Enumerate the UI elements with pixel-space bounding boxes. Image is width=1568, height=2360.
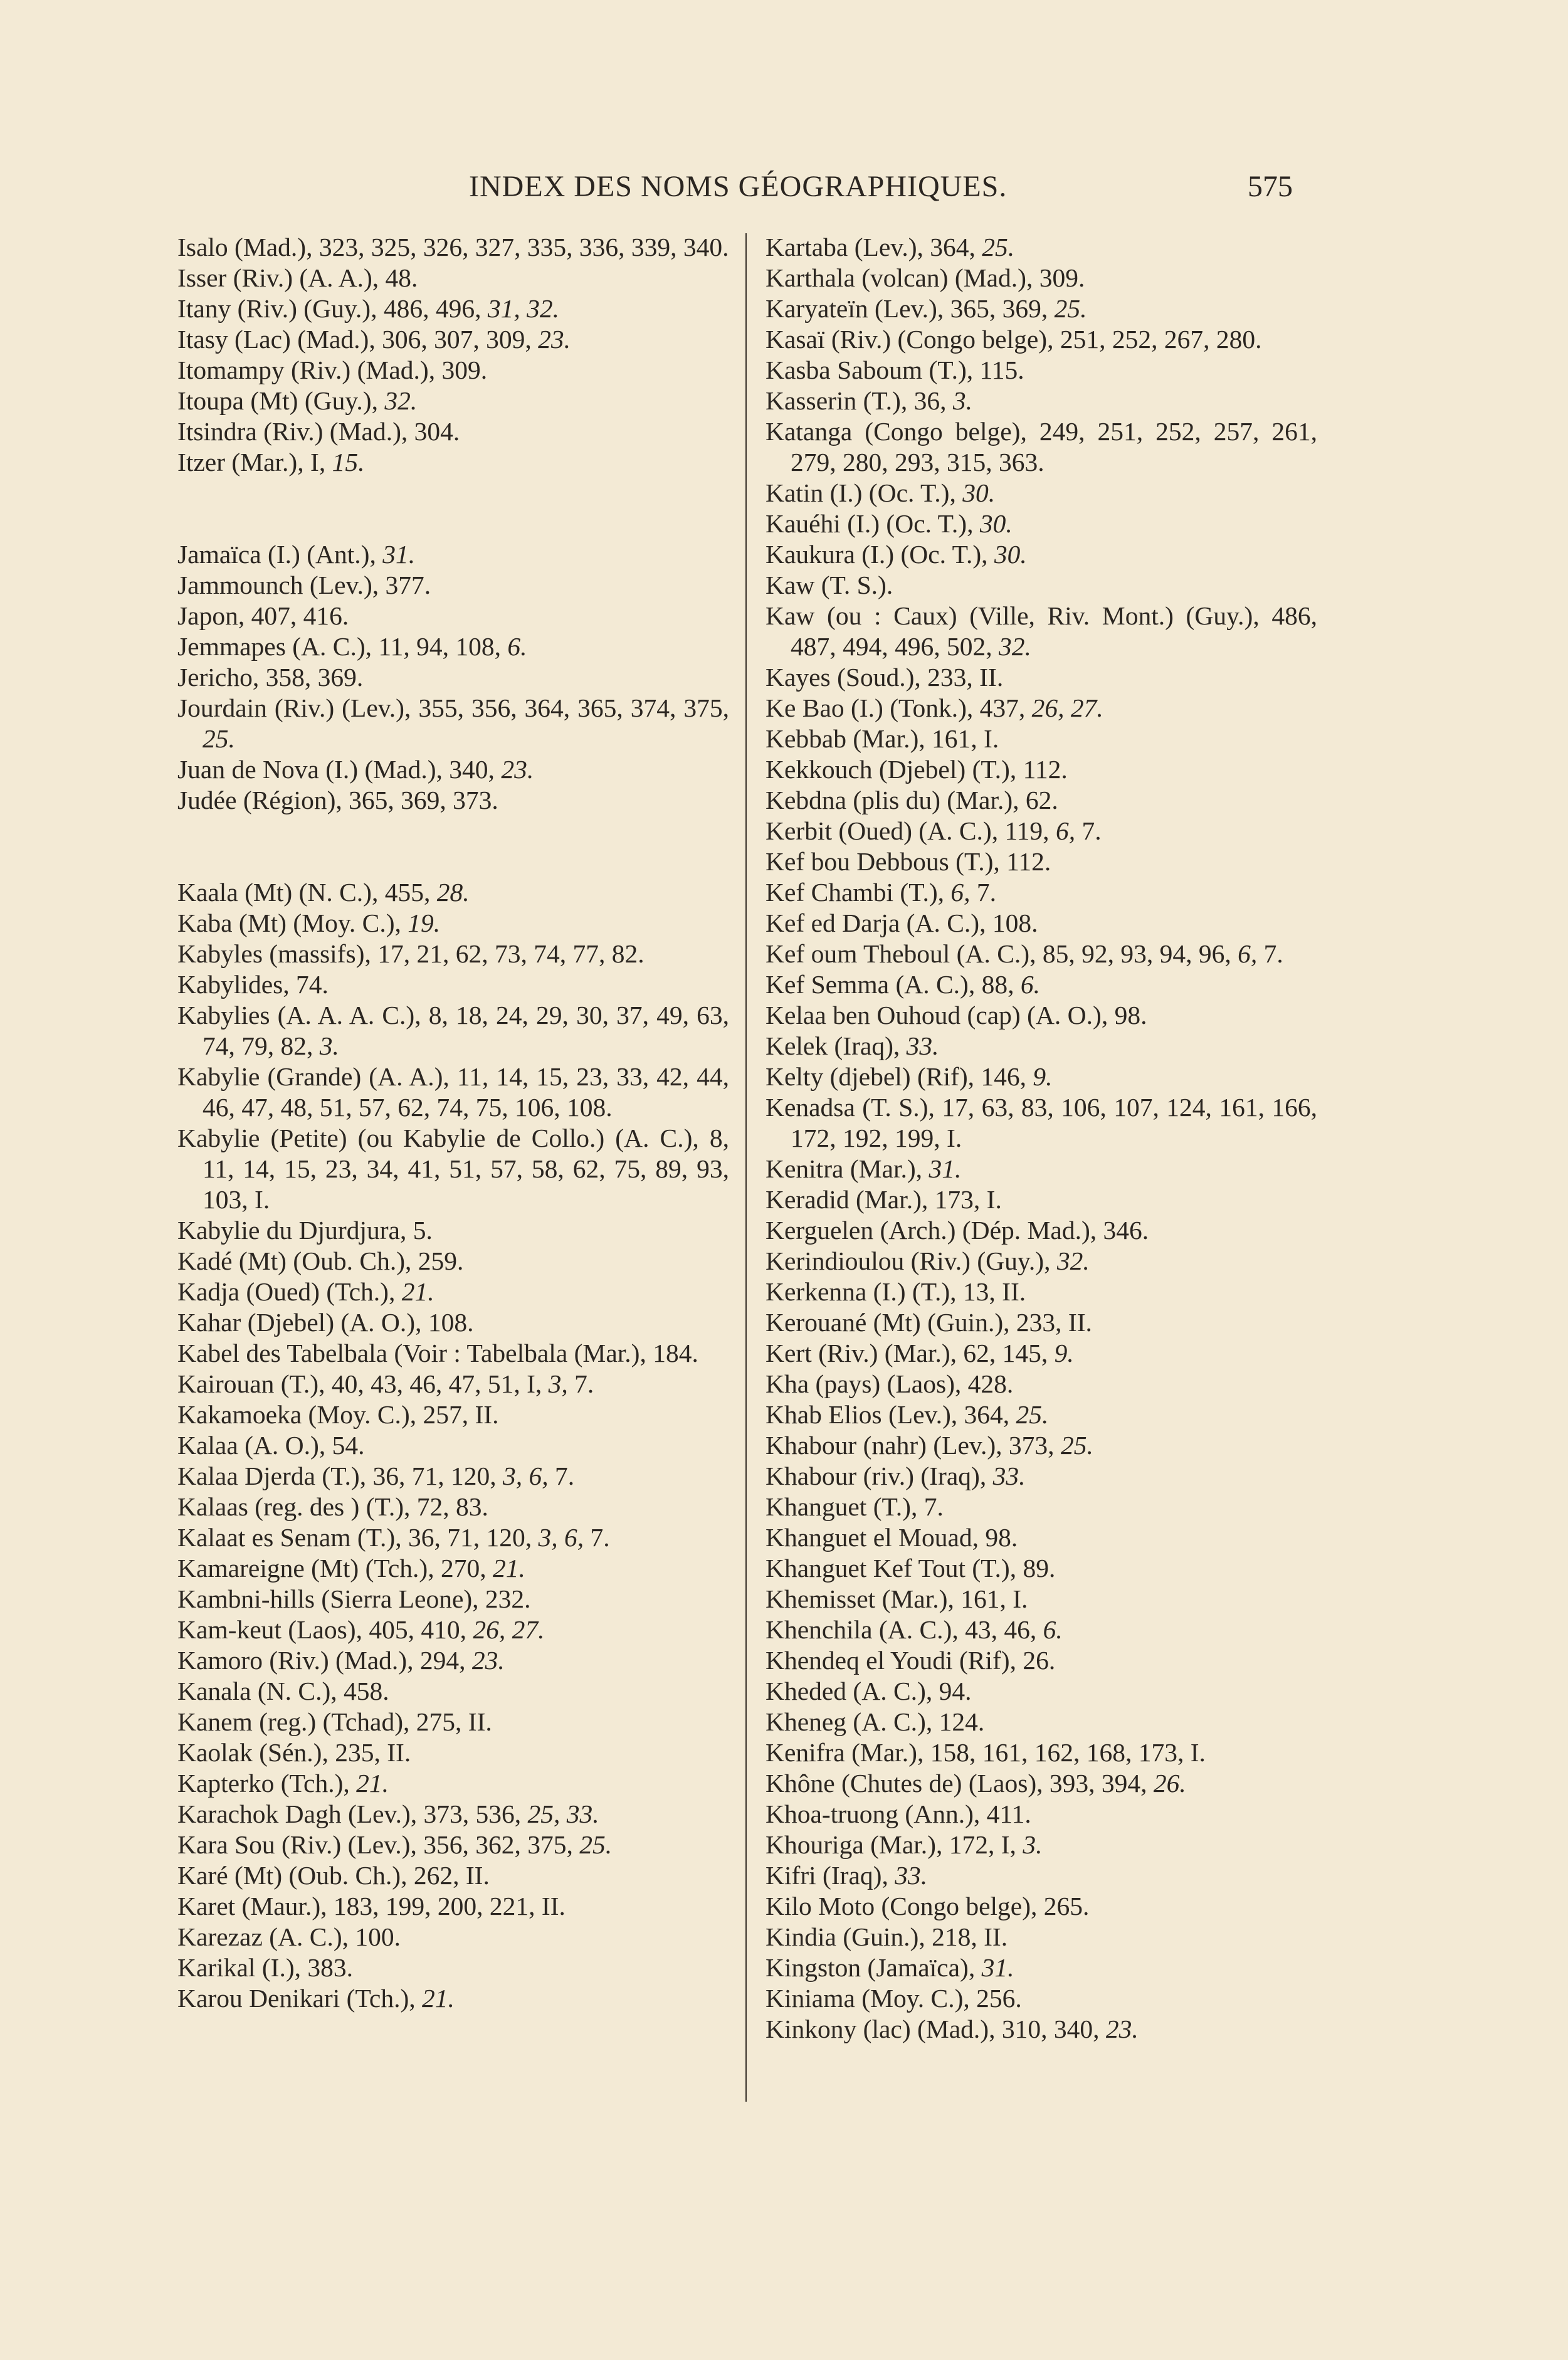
index-entry [766, 1799, 1317, 1830]
index-entry [766, 1983, 1317, 2014]
entry-text: Jourdain (Riv.) (Lev.), 355, 356, 364, 365, 374, 375, [177, 693, 736, 722]
entry-text: Karikal (I.), 383. [177, 1953, 354, 1982]
entry-plate-refs: 33. [906, 1031, 939, 1060]
running-title: INDEX DES NOMS GÉOGRAPHIQUES. [469, 170, 1008, 203]
index-entry [177, 631, 729, 662]
entry-text-tail: 7. [1257, 939, 1283, 968]
entry-plate-refs: 9. [1033, 1062, 1053, 1091]
entry-text: Kara Sou (Riv.) (Lev.), 356, 362, 375, [177, 1830, 580, 1859]
entry-text: Kef Chambi (T.), [766, 878, 951, 907]
entry-text: Kha (pays) (Laos), 428. [766, 1369, 1014, 1398]
entry-text: Kamoro (Riv.) (Mad.), 294, [177, 1646, 472, 1675]
entry-text: Kanem (reg.) (Tchad), 275, II. [177, 1707, 492, 1736]
entry-plate-refs: 6. [1043, 1615, 1063, 1644]
entry-text: Karachok Dagh (Lev.), 373, 536, [177, 1799, 528, 1828]
index-entry [177, 1922, 729, 1952]
entry-text: Kalaat es Senam (T.), 36, 71, 120, [177, 1523, 539, 1552]
entry-text: Kabel des Tabelbala (Voir : Tabelbala (Mar.), 184. [177, 1339, 698, 1367]
page-header [0, 169, 1568, 213]
index-entry [766, 1307, 1317, 1338]
entry-text: Kebbab (Mar.), 161, I. [766, 724, 999, 753]
index-entry [766, 478, 1317, 508]
index-entry [177, 1338, 729, 1369]
entry-plate-refs: 21. [422, 1984, 455, 2013]
entry-text: Karou Denikari (Tch.), [177, 1984, 423, 2013]
index-entry [177, 1123, 736, 1215]
index-entry [766, 1615, 1317, 1645]
entry-text: Khoa-truong (Ann.), 411. [766, 1799, 1031, 1828]
entry-plate-refs: 3, 6, [538, 1523, 584, 1552]
index-entry [177, 601, 729, 631]
index-entry [766, 386, 1317, 416]
index-entry [766, 1061, 1317, 1092]
entry-text: Isser (Riv.) (A. A.), 48. [177, 263, 418, 292]
entry-plate-refs: 6, [1238, 939, 1258, 968]
entry-text: Kabylie (Petite) (ou Kabylie de Collo.) (A. C.), 8, 11, 14, 15, 23, 34, 41, 51, 57, 58, 62, 75, 89, 93, 103, I. [177, 1124, 736, 1214]
index-entry [177, 355, 729, 386]
index-entry [766, 724, 1317, 754]
entry-text-tail: 7. [548, 1462, 575, 1490]
entry-text: Kilo Moto (Congo belge), 265. [766, 1892, 1090, 1920]
entry-text: Khab Elios (Lev.), 364, [766, 1400, 1016, 1429]
entry-text: Kenadsa (T. S.), 17, 63, 83, 106, 107, 124, 161, 166, 172, 192, 199, I. [766, 1093, 1324, 1152]
entry-text: Kabylides, 74. [177, 970, 329, 999]
column-divider [745, 233, 747, 2102]
entry-plate-refs: 31. [929, 1154, 962, 1183]
entry-plate-refs: 26. [1153, 1769, 1186, 1798]
entry-plate-refs: 26, 27. [1031, 693, 1103, 722]
entry-text: Juan de Nova (I.) (Mad.), 340, [177, 755, 502, 784]
index-entry [766, 662, 1317, 693]
entry-text: Kerbit (Oued) (A. C.), 119, [766, 816, 1056, 845]
entry-plate-refs: 21. [401, 1277, 434, 1306]
entry-plate-refs: 25. [579, 1830, 613, 1859]
entry-plate-refs: 28. [436, 878, 470, 907]
index-entry [177, 1830, 729, 1860]
index-entry [766, 1184, 1317, 1215]
entry-plate-refs: 25, 33. [527, 1799, 599, 1828]
entry-text: Khouriga (Mar.), 172, I, [766, 1830, 1023, 1859]
index-entry [766, 1000, 1317, 1031]
entry-text: Kerguelen (Arch.) (Dép. Mad.), 346. [766, 1216, 1149, 1245]
entry-text: Kakamoeka (Moy. C.), 257, II. [177, 1400, 499, 1429]
index-entry [766, 1461, 1317, 1492]
letter-group-gap [177, 478, 729, 539]
entry-text: Khendeq el Youdi (Rif), 26. [766, 1646, 1056, 1675]
entry-text: Kambni-hills (Sierra Leone), 232. [177, 1584, 531, 1613]
entry-text: Kabyles (massifs), 17, 21, 62, 73, 74, 77, 82. [177, 939, 645, 968]
entry-text: Khabour (nahr) (Lev.), 373, [766, 1431, 1061, 1460]
index-entry [766, 1645, 1317, 1676]
entry-text: Kenitra (Mar.), [766, 1154, 929, 1183]
index-entry [766, 785, 1317, 816]
entry-text: Karthala (volcan) (Mad.), 309. [766, 263, 1085, 292]
entry-text: Kef ed Darja (A. C.), 108. [766, 909, 1038, 937]
entry-text: Karyateïn (Lev.), 365, 369, [766, 294, 1055, 323]
entry-text: Itzer (Mar.), I, [177, 448, 332, 477]
index-entry [177, 1799, 729, 1830]
index-entry [766, 570, 1317, 601]
entry-plate-refs: 6. [1020, 970, 1040, 999]
index-entry [177, 1399, 729, 1430]
index-entry [177, 1215, 729, 1246]
entry-text: Jamaïca (I.) (Ant.), [177, 540, 383, 569]
entry-text: Kayes (Soud.), 233, II. [766, 663, 1004, 692]
entry-plate-refs: 19. [408, 909, 441, 937]
index-entry [766, 1338, 1317, 1369]
entry-text: Itsindra (Riv.) (Mad.), 304. [177, 417, 460, 446]
entry-plate-refs: 3. [952, 386, 972, 415]
entry-text: Kaba (Mt) (Moy. C.), [177, 909, 408, 937]
entry-text: Khemisset (Mar.), 161, I. [766, 1584, 1028, 1613]
entry-text: Kadé (Mt) (Oub. Ch.), 259. [177, 1246, 464, 1275]
index-entry [177, 969, 729, 1000]
entry-plate-refs: 3. [319, 1031, 339, 1060]
left-index-column [177, 232, 736, 2113]
index-entry [177, 263, 729, 293]
index-entry [766, 939, 1317, 969]
index-entry [766, 1154, 1317, 1184]
index-entry [177, 1307, 729, 1338]
index-entry [766, 908, 1317, 939]
entry-text: Kinkony (lac) (Mad.), 310, 340, [766, 2015, 1106, 2043]
entry-plate-refs: 9. [1054, 1339, 1074, 1367]
entry-text: Karé (Mt) (Oub. Ch.), 262, II. [177, 1861, 490, 1890]
index-entry [766, 816, 1317, 846]
page-number: 575 [1248, 170, 1293, 203]
entry-text: Khanguet el Mouad, 98. [766, 1523, 1018, 1552]
entry-text: Jericho, 358, 369. [177, 663, 364, 692]
entry-text: Kahar (Djebel) (A. O.), 108. [177, 1308, 474, 1337]
index-entry [177, 1369, 729, 1399]
index-entry [766, 1952, 1317, 1983]
entry-text: Kaukura (I.) (Oc. T.), [766, 540, 994, 569]
entry-text: Kabylie du Djurdjura, 5. [177, 1216, 433, 1245]
index-entry [766, 1369, 1317, 1399]
index-entry [766, 1215, 1317, 1246]
entry-text: Isalo (Mad.), 323, 325, 326, 327, 335, 336, 339, 340. [177, 233, 729, 261]
entry-plate-refs: 26, 27. [473, 1615, 545, 1644]
index-entry [177, 1676, 729, 1707]
index-entry [177, 1492, 729, 1522]
entry-plate-refs: 32. [1056, 1246, 1090, 1275]
entry-text: Kheneg (A. C.), 124. [766, 1707, 985, 1736]
entry-plate-refs: 30. [962, 478, 996, 507]
entry-plate-refs: 25. [1054, 294, 1087, 323]
entry-plate-refs: 23. [471, 1646, 505, 1675]
entry-text: Kabylies (A. A. A. C.), 8, 18, 24, 29, 30, 37, 49, 63, 74, 79, 82, [177, 1001, 736, 1060]
index-entry [177, 662, 729, 693]
entry-plate-refs: 33. [895, 1861, 928, 1890]
index-entry [177, 693, 736, 754]
index-entry [766, 1860, 1317, 1891]
index-entry [766, 1277, 1317, 1307]
entry-text: Kelek (Iraq), [766, 1031, 907, 1060]
index-entry [177, 1246, 729, 1277]
index-entry [177, 1768, 729, 1799]
entry-plate-refs: 23. [538, 325, 571, 354]
entry-text: Kaw (T. S.). [766, 571, 893, 599]
entry-text: Khenchila (A. C.), 43, 46, [766, 1615, 1043, 1644]
index-entry [766, 1246, 1317, 1277]
entry-text: Khanguet Kef Tout (T.), 89. [766, 1554, 1056, 1583]
index-entry [766, 1430, 1317, 1461]
index-entry [177, 1707, 729, 1737]
index-entry [766, 754, 1317, 785]
entry-plate-refs: 15. [332, 448, 365, 477]
index-entry [766, 232, 1317, 263]
index-entry [177, 1430, 729, 1461]
entry-text-tail: 7. [1075, 816, 1102, 845]
entry-text: Kef oum Theboul (A. C.), 85, 92, 93, 94, 96, [766, 939, 1238, 968]
entry-text: Kenifra (Mar.), 158, 161, 162, 168, 173, I. [766, 1738, 1206, 1767]
entry-plate-refs: 33. [992, 1462, 1026, 1490]
index-entry [766, 693, 1317, 724]
entry-text: Kingston (Jamaïca), [766, 1953, 982, 1982]
entry-text: Kaala (Mt) (N. C.), 455, [177, 878, 437, 907]
entry-text: Kef bou Debbous (T.), 112. [766, 847, 1051, 876]
index-entry [177, 1737, 729, 1768]
entry-text: Kerkenna (I.) (T.), 13, II. [766, 1277, 1026, 1306]
index-entry [766, 324, 1317, 355]
entry-plate-refs: 25. [982, 233, 1015, 261]
index-entry [177, 324, 729, 355]
index-entry [177, 1584, 729, 1615]
entry-plate-refs: 30. [979, 509, 1013, 538]
entry-text: Kerindioulou (Riv.) (Guy.), [766, 1246, 1057, 1275]
index-entry [177, 908, 729, 939]
entry-text: Kekkouch (Djebel) (T.), 112. [766, 755, 1068, 784]
index-entry [766, 1768, 1317, 1799]
entry-text: Kasba Saboum (T.), 115. [766, 356, 1024, 384]
entry-plate-refs: 31. [382, 540, 416, 569]
index-entry [766, 263, 1317, 293]
index-entry [766, 1891, 1317, 1922]
index-entry [177, 1522, 729, 1553]
entry-plate-refs: 31. [981, 1953, 1014, 1982]
entry-text: Japon, 407, 416. [177, 601, 349, 630]
index-entry [766, 1707, 1317, 1737]
index-entry [177, 539, 729, 570]
entry-text-tail: 7. [584, 1523, 610, 1552]
entry-text: Jammounch (Lev.), 377. [177, 571, 431, 599]
index-entry [766, 1553, 1317, 1584]
index-entry [177, 1891, 729, 1922]
entry-plate-refs: 3. [1023, 1830, 1043, 1859]
index-entry [766, 2014, 1317, 2045]
entry-plate-refs: 25. [1016, 1400, 1049, 1429]
index-entry [177, 1983, 729, 2014]
index-entry [177, 1000, 736, 1061]
index-entry [766, 539, 1317, 570]
entry-plate-refs: 3, 6, [502, 1462, 549, 1490]
index-entry [177, 232, 729, 263]
index-entry [766, 846, 1317, 877]
entry-text: Kaw (ou : Caux) (Ville, Riv. Mont.) (Guy.), 486, 487, 494, 496, 502, [766, 601, 1324, 661]
index-entry [177, 570, 729, 601]
entry-text: Katin (I.) (Oc. T.), [766, 478, 963, 507]
index-entry [177, 1860, 729, 1891]
index-entry [766, 1737, 1317, 1768]
index-entry [177, 1615, 729, 1645]
entry-text: Kalaas (reg. des ) (T.), 72, 83. [177, 1492, 488, 1521]
entry-plate-refs: 3, [548, 1369, 568, 1398]
entry-text: Kabylie (Grande) (A. A.), 11, 14, 15, 23, 33, 42, 44, 46, 47, 48, 51, 57, 62, 74, 75, 106, 108. [177, 1062, 736, 1122]
index-entry [766, 1584, 1317, 1615]
entry-text: Jemmapes (A. C.), 11, 94, 108, [177, 632, 508, 661]
index-entry [766, 1830, 1317, 1860]
entry-text: Khône (Chutes de) (Laos), 393, 394, [766, 1769, 1154, 1798]
entry-text: Kam-keut (Laos), 405, 410, [177, 1615, 473, 1644]
entry-text: Kerouané (Mt) (Guin.), 233, II. [766, 1308, 1092, 1337]
index-entry [766, 416, 1324, 478]
entry-text: Kanala (N. C.), 458. [177, 1677, 389, 1705]
index-entry [177, 1645, 729, 1676]
index-entry [177, 1553, 729, 1584]
index-entry [766, 877, 1317, 908]
index-entry [766, 1676, 1317, 1707]
entry-text: Kairouan (T.), 40, 43, 46, 47, 51, I, [177, 1369, 549, 1398]
index-entry [766, 1522, 1317, 1553]
index-entry [766, 1922, 1317, 1952]
entry-text: Kalaa (A. O.), 54. [177, 1431, 365, 1460]
index-entry [766, 1492, 1317, 1522]
index-entry [177, 416, 729, 447]
entry-plate-refs: 23. [501, 755, 534, 784]
entry-plate-refs: 32. [384, 386, 418, 415]
entry-text-tail: 7. [567, 1369, 594, 1398]
entry-plate-refs: 6, [950, 878, 971, 907]
entry-text: Katanga (Congo belge), 249, 251, 252, 257, 261, 279, 280, 293, 315, 363. [766, 417, 1324, 477]
entry-text: Kelty (djebel) (Rif), 146, [766, 1062, 1033, 1091]
entry-plate-refs: 30. [994, 540, 1027, 569]
entry-text: Keradid (Mar.), 173, I. [766, 1185, 1002, 1214]
entry-text: Kalaa Djerda (T.), 36, 71, 120, [177, 1462, 503, 1490]
index-entry [766, 1399, 1317, 1430]
entry-text: Khanguet (T.), 7. [766, 1492, 944, 1521]
entry-plate-refs: 25. [1060, 1431, 1093, 1460]
index-entry [177, 1952, 729, 1983]
index-entry [766, 601, 1324, 662]
entry-text: Kheded (A. C.), 94. [766, 1677, 972, 1705]
index-entry [766, 508, 1317, 539]
index-entry [177, 877, 729, 908]
index-entry [177, 293, 729, 324]
index-entry [766, 1092, 1324, 1154]
entry-text: Kasserin (T.), 36, [766, 386, 953, 415]
entry-text: Kadja (Oued) (Tch.), [177, 1277, 402, 1306]
entry-text: Kaolak (Sén.), 235, II. [177, 1738, 411, 1767]
index-entry [177, 939, 729, 969]
entry-text: Khabour (riv.) (Iraq), [766, 1462, 993, 1490]
entry-text: Kebdna (plis du) (Mar.), 62. [766, 786, 1058, 814]
entry-text: Kasaï (Riv.) (Congo belge), 251, 252, 267, 280. [766, 325, 1262, 354]
entry-plate-refs: 31, 32. [487, 294, 559, 323]
entry-text: Kelaa ben Ouhoud (cap) (A. O.), 98. [766, 1001, 1147, 1030]
entry-text-tail: 7. [970, 878, 997, 907]
entry-text: Judée (Région), 365, 369, 373. [177, 786, 498, 814]
entry-text: Kauéhi (I.) (Oc. T.), [766, 509, 980, 538]
entry-text: Kapterko (Tch.), [177, 1769, 357, 1798]
index-entry [177, 386, 729, 416]
index-entry [766, 355, 1317, 386]
entry-text: Kert (Riv.) (Mar.), 62, 145, [766, 1339, 1055, 1367]
entry-plate-refs: 21. [356, 1769, 389, 1798]
entry-text: Karezaz (A. C.), 100. [177, 1922, 401, 1951]
index-entry [766, 293, 1317, 324]
index-entry [177, 1061, 736, 1123]
index-entry [177, 1277, 729, 1307]
entry-plate-refs: 23. [1105, 2015, 1139, 2043]
index-entry [177, 1461, 729, 1492]
entry-text: Kiniama (Moy. C.), 256. [766, 1984, 1022, 2013]
entry-plate-refs: 25. [203, 724, 235, 753]
entry-text: Kef Semma (A. C.), 88, [766, 970, 1021, 999]
entry-text: Itomampy (Riv.) (Mad.), 309. [177, 356, 488, 384]
entry-text: Itasy (Lac) (Mad.), 306, 307, 309, [177, 325, 539, 354]
entry-text: Kartaba (Lev.), 364, [766, 233, 982, 261]
entry-text: Itany (Riv.) (Guy.), 486, 496, [177, 294, 488, 323]
index-entry [766, 1031, 1317, 1061]
entry-plate-refs: 32. [999, 632, 1031, 661]
entry-text: Kamareigne (Mt) (Tch.), 270, [177, 1554, 493, 1583]
entry-text: Kifri (Iraq), [766, 1861, 895, 1890]
index-entry [766, 969, 1317, 1000]
entry-text: Kindia (Guin.), 218, II. [766, 1922, 1008, 1951]
index-entry [177, 754, 729, 785]
letter-group-gap [177, 816, 729, 877]
right-index-column [766, 232, 1324, 2113]
index-entry [177, 447, 729, 478]
entry-text: Ke Bao (I.) (Tonk.), 437, [766, 693, 1032, 722]
entry-plate-refs: 6, [1055, 816, 1076, 845]
entry-plate-refs: 21. [493, 1554, 525, 1583]
index-entry [177, 785, 729, 816]
entry-text: Itoupa (Mt) (Guy.), [177, 386, 385, 415]
entry-plate-refs: 6. [507, 632, 527, 661]
entry-text: Karet (Maur.), 183, 199, 200, 221, II. [177, 1892, 566, 1920]
